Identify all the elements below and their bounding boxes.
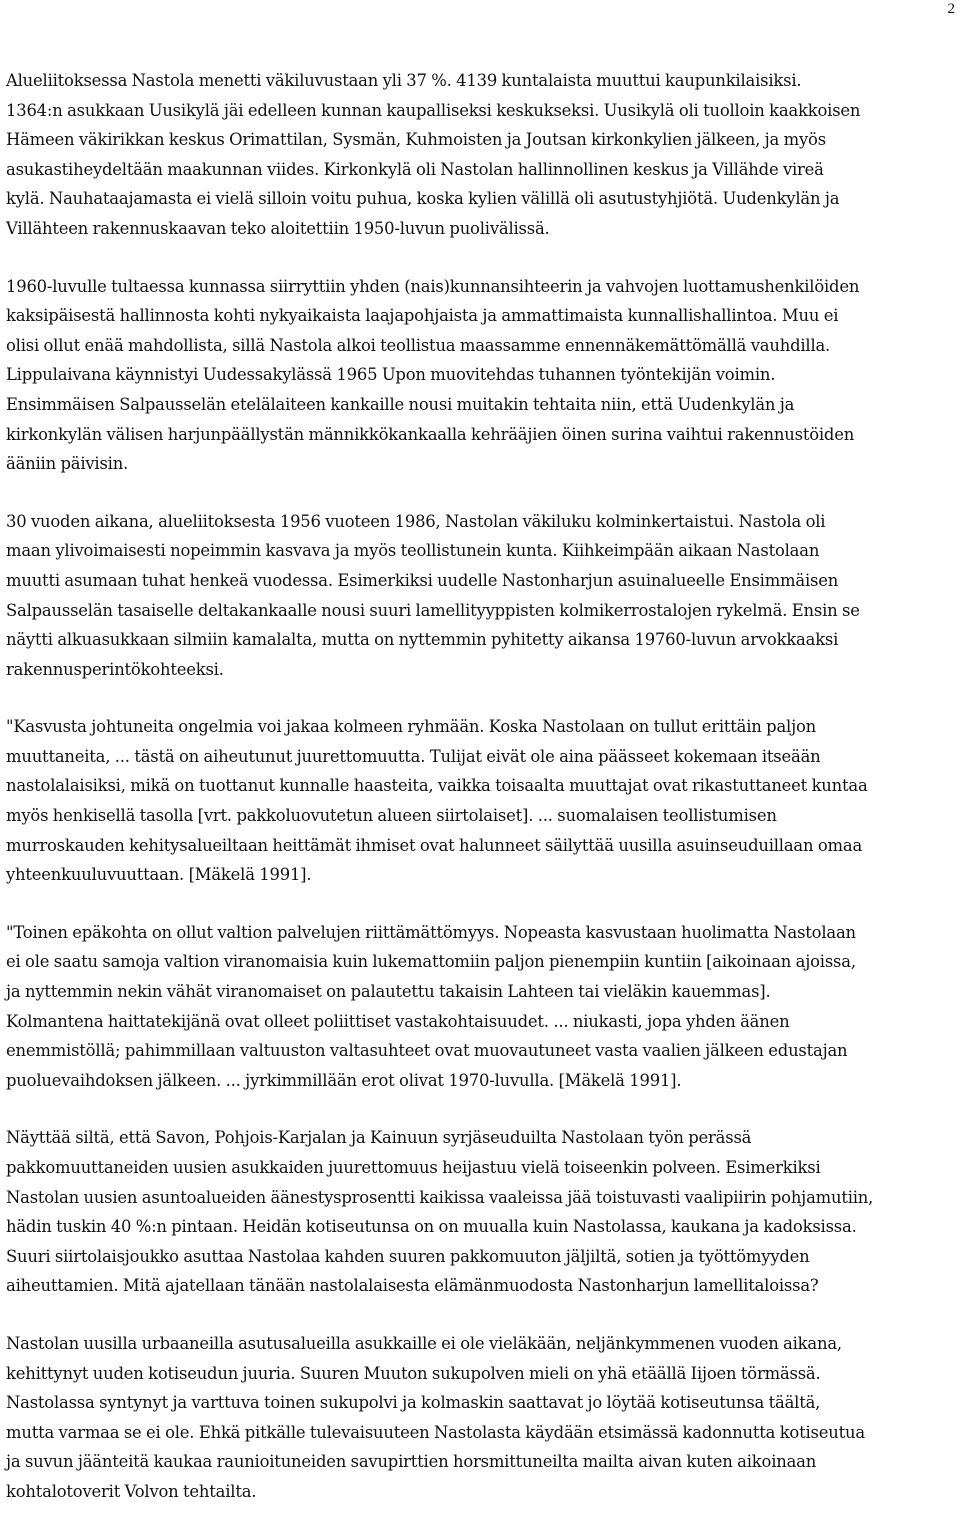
text-line: muutti asumaan tuhat henkeä vuodessa. Esimerkiksi uudelle Nastonharjun asuinalueelle Ensimmäisen xyxy=(6,570,839,590)
paragraph-quote-palvelut xyxy=(6,918,952,1096)
text-line: muuttaneita, ... tästä on aiheutunut juurettomuutta. Tulijat eivät ole aina päässeet kokemaan itseään xyxy=(6,746,821,766)
text-line: hädin tuskin 40 %:n pintaan. Heidän kotiseutunsa on on muualla kuin Nastolassa, kaukana ja kadoksissa. xyxy=(6,1217,857,1237)
page-number: 2 xyxy=(947,1,955,17)
text-line: nastolalaisiksi, mikä on tuottanut kunnalle haasteita, vaikka toisaalta muuttajat ovat rikastuttaneet kuntaa xyxy=(6,776,868,796)
text-line: olisi ollut enää mahdollista, sillä Nastola alkoi teollistua maassamme ennennäkemättömällä vauhdilla. xyxy=(6,335,831,355)
paragraph-vakiluku xyxy=(6,507,952,685)
text-line: Salpausselän tasaiselle deltakankaalle nousi suuri lamellityyppisten kolmikerrostalojen rykelmä. Ensin se xyxy=(6,600,860,620)
paragraph-alueliitos xyxy=(6,66,952,244)
text-line: ja nyttemmin nekin vähät viranomaiset on palautettu takaisin Lahteen tai vieläkin kauemmas]. xyxy=(6,982,771,1002)
text-line: ei ole saatu samoja valtion viranomaisia kuin lukemattomiin paljon pienempiin kuntiin [aikoinaan ajoissa, xyxy=(6,952,856,972)
paragraph-juurettomuus xyxy=(6,1123,952,1301)
text-line: pakkomuuttaneiden uusien asukkaiden juurettomuus heijastuu vielä toiseenkin polveen. Esimerkiksi xyxy=(6,1158,821,1177)
text-line: Hämeen väkirikkan keskus Orimattilan, Sysmän, Kuhmoisten ja Joutsan kirkonkylien jälkeen, ja myös xyxy=(6,130,826,150)
text-line: murroskauden kehitysalueiltaan heittämät ihmiset ovat halunneet säilyttää uusilla asuinseuduillaan omaa xyxy=(6,835,863,855)
text-line: Nastolan uusien asuntoalueiden äänestysprosentti kaikissa vaaleissa jää toistuvasti vaalipiirin pohjamutiin, xyxy=(6,1187,874,1207)
text-line: Alueliitoksessa Nastola menetti väkiluvustaan yli 37 %. 4139 kuntalaista muuttui kaupunkilaisiksi. xyxy=(6,71,802,90)
text-line: ja suvun jäänteitä kaukaa raunioituneiden savupirttien horsmittuneilta mailta aivan kuten aikoinaan xyxy=(6,1452,817,1472)
text-line: Nastolan uusilla urbaaneilla asutusalueilla asukkaille ei ole vieläkään, neljänkymmenen vuoden aikana, xyxy=(6,1333,842,1353)
text-line: Suuri siirtolaisjoukko asuttaa Nastolaa kahden suuren pakkomuuton jäljiltä, sotien ja työttömyyden xyxy=(6,1246,810,1266)
paragraph-kotiseutu xyxy=(6,1329,952,1507)
text-line: Näyttää siltä, että Savon, Pohjois-Karjalan ja Kainuun syrjäseuduilta Nastolaan työn perässä xyxy=(6,1128,752,1148)
paragraph-quote-kasvu xyxy=(6,712,952,890)
text-line: maan ylivoimaisesti nopeimmin kasvava ja myös teollistunein kunta. Kiihkeimpään aikaan Nastolaan xyxy=(6,541,820,561)
text-line: kehittynyt uuden kotiseudun juuria. Suuren Muuton sukupolven mieli on yhä etäällä Iijoen törmässä. xyxy=(6,1363,821,1383)
text-line: kylä. Nauhataajamasta ei vielä silloin voitu puhua, koska kylien välillä oli asutustyhjiötä. Uudenkylän ja xyxy=(6,189,840,209)
text-line: "Toinen epäkohta on ollut valtion palvelujen riittämättömyys. Nopeasta kasvustaan huolimatta Nastolaan xyxy=(6,922,856,942)
text-line: Lippulaivana käynnistyi Uudessakylässä 1965 Upon muovitehdas tuhannen työntekijän voimin. xyxy=(6,365,776,385)
text-line: Nastolassa syntynyt ja varttuva toinen sukupolvi ja kolmaskin saattavat jo löytää kotiseutunsa täältä, xyxy=(6,1393,821,1413)
text-line: enemmistöllä; pahimmillaan valtuuston valtasuhteet ovat muovautuneet vasta vaalien jälkeen edustajan xyxy=(6,1041,848,1061)
text-line: 1364:n asukkaan Uusikylä jäi edelleen kunnan kaupalliseksi keskukseksi. Uusikylä oli tuolloin kaakkoisen xyxy=(6,100,861,120)
text-line: mutta varmaa se ei ole. Ehkä pitkälle tulevaisuuteen Nastolasta käydään etsimässä kadonnutta kotiseutua xyxy=(6,1422,865,1442)
text-line: ääniin päivisin. xyxy=(6,454,129,474)
text-line: rakennusperintökohteeksi. xyxy=(6,659,224,679)
text-line: 1960-luvulle tultaessa kunnassa siirryttiin yhden (nais)kunnansihteerin ja vahvojen luottamushenkilöiden xyxy=(6,276,860,296)
text-line: asukastiheydeltään maakunnan viides. Kirkonkylä oli Nastolan hallinnollinen keskus ja Villähde vireä xyxy=(6,159,824,179)
text-line: kirkonkylän välisen harjunpäällystän männikkökankaalla kehrääjien öinen surina vaihtui rakennustöiden xyxy=(6,424,855,444)
paragraph-1960-luku xyxy=(6,272,952,479)
text-line: Villähteen rakennuskaavan teko aloitettiin 1950-luvun puolivälissä. xyxy=(6,218,550,238)
text-line: 30 vuoden aikana, alueliitoksesta 1956 vuoteen 1986, Nastolan väkiluku kolminkertaistui. Nastola oli xyxy=(6,511,826,531)
text-line: kohtalotoverit Volvon tehtailta. xyxy=(6,1481,257,1501)
text-line: näytti alkuasukkaan silmiin kamalalta, mutta on nyttemmin pyhitetty aikansa 19760-luvun arvokkaaksi xyxy=(6,630,839,650)
text-line: "Kasvusta johtuneita ongelmia voi jakaa kolmeen ryhmään. Koska Nastolaan on tullut erittäin paljon xyxy=(6,717,816,737)
text-line: Kolmantena haittatekijänä ovat olleet poliittiset vastakohtaisuudet. ... niukasti, jopa yhden äänen xyxy=(6,1011,790,1031)
text-line: yhteenkuuluvuuttaan. [Mäkelä 1991]. xyxy=(6,865,312,885)
text-line: kaksipäisestä hallinnosta kohti nykyaikaista laajapohjaista ja ammattimaista kunnallishallintoa. Muu ei xyxy=(6,306,839,326)
text-line: Ensimmäisen Salpausselän etelälaiteen kankaille nousi muitakin tehtaita niin, että Uudenkylän ja xyxy=(6,394,795,414)
text-line: myös henkisellä tasolla [vrt. pakkoluovutetun alueen siirtolaiset]. ... suomalaisen teollistumisen xyxy=(6,806,777,826)
text-line: aiheuttamien. Mitä ajatellaan tänään nastolalaisesta elämänmuodosta Nastonharjun lamellitaloissa? xyxy=(6,1276,819,1296)
document-body xyxy=(6,66,952,1535)
text-line: puoluevaihdoksen jälkeen. ... jyrkimmillään erot olivat 1970-luvulla. [Mäkelä 1991]. xyxy=(6,1070,682,1090)
